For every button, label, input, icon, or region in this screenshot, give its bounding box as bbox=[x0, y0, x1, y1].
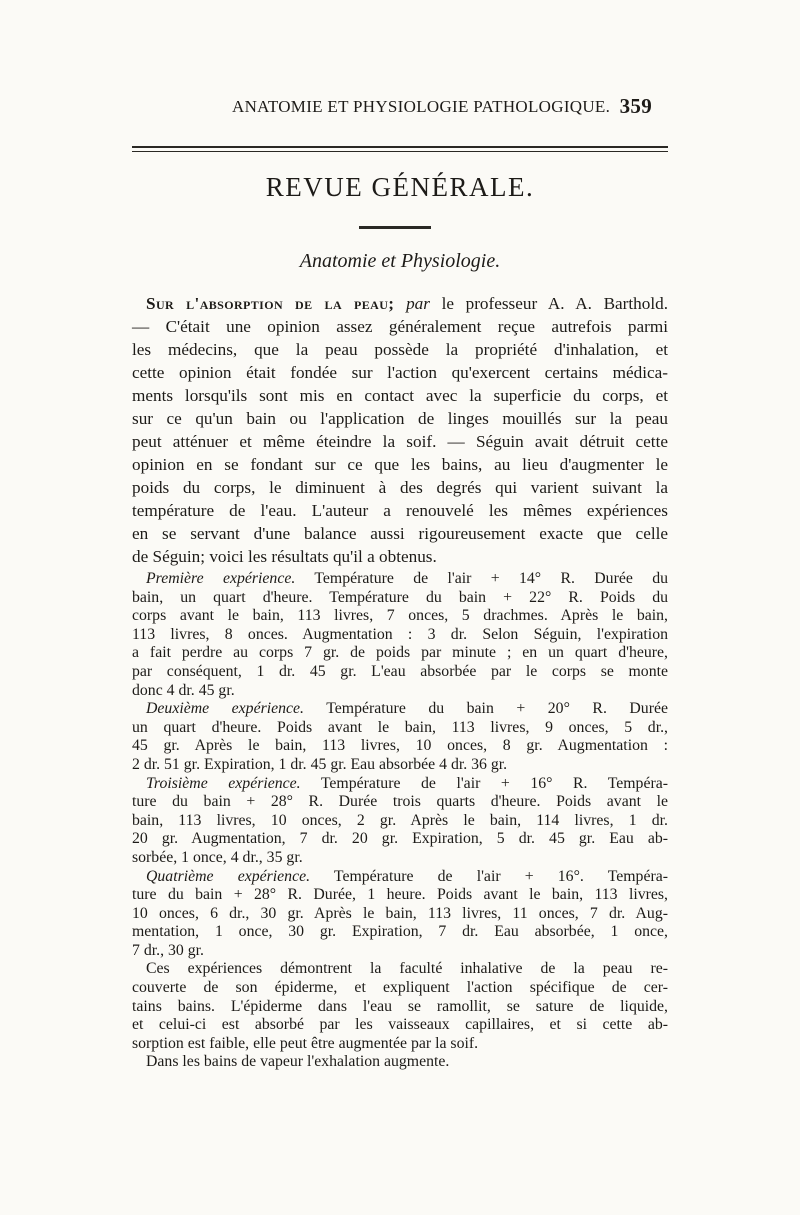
title-divider bbox=[359, 226, 431, 229]
experiment-4-line: Quatrième expérience. Température de l'air + 16°. Tempéra- bbox=[146, 867, 668, 885]
article-heading-smallcaps: Sur l'absorption de la peau; bbox=[146, 294, 395, 313]
experiment-1-line: par conséquent, 1 dr. 45 gr. L'eau absorbée par le corps se monte bbox=[132, 662, 668, 680]
experiment-4-line: ture du bain + 28° R. Durée, 1 heure. Poids avant le bain, 113 livres, bbox=[132, 886, 668, 904]
experiment-1-line: bain, un quart d'heure. Température du bain + 22° R. Poids du bbox=[132, 588, 668, 606]
experiment-1-line: Première expérience. Température de l'air + 14° R. Durée du bbox=[146, 570, 668, 587]
header-rule-thin bbox=[132, 151, 668, 152]
article-heading-par: par bbox=[406, 294, 430, 313]
article-heading-author: le professeur A. A. Barthold. bbox=[441, 294, 669, 313]
article-intro bbox=[132, 292, 668, 568]
running-head-title: ANATOMIE ET PHYSIOLOGIE PATHOLOGIQUE. bbox=[232, 97, 611, 116]
article-heading bbox=[132, 292, 668, 315]
conclusion-line: Dans les bains de vapeur l'exhalation augmente. bbox=[146, 1053, 450, 1071]
conclusion-line: couverte de son épiderme, et expliquent l'action spécifique de cer- bbox=[132, 979, 668, 997]
text-line: en se servant d'une balance aussi rigoureusement exacte que celle bbox=[132, 524, 668, 543]
experiment-4-line: 10 onces, 6 dr., 30 gr. Après le bain, 113 livres, 11 onces, 7 dr. Aug- bbox=[132, 904, 668, 922]
experiment-3-line: sorbée, 1 once, 4 dr., 35 gr. bbox=[132, 848, 303, 866]
experiments bbox=[132, 570, 668, 1072]
experiment-2-line: 45 gr. Après le bain, 113 livres, 10 onces, 8 gr. Augmentation : bbox=[132, 737, 668, 755]
header-rule bbox=[132, 146, 668, 148]
conclusion-line: Ces expériences démontrent la faculté inhalative de la peau re- bbox=[146, 960, 668, 978]
experiment-1-line: 113 livres, 8 onces. Augmentation : 3 dr. Selon Séguin, l'expiration bbox=[132, 625, 668, 643]
experiment-label: Première expérience. bbox=[146, 570, 296, 587]
experiment-label: Deuxième expérience. bbox=[146, 700, 305, 718]
text-line: poids du corps, le diminuent à des degrés qui varient suivant la bbox=[132, 478, 668, 497]
experiment-2-line: 2 dr. 51 gr. Expiration, 1 dr. 45 gr. Eau absorbée 4 dr. 36 gr. bbox=[132, 755, 508, 773]
subsection-title: Anatomie et Physiologie. bbox=[299, 250, 501, 272]
experiment-3-line: 20 gr. Augmentation, 7 dr. 20 gr. Expiration, 5 dr. 45 gr. Eau ab- bbox=[132, 830, 668, 848]
conclusion-line: tains bains. L'épiderme dans l'eau se ramollit, se sature de liquide, bbox=[132, 997, 668, 1015]
experiment-label: Troisième expérience. bbox=[146, 774, 301, 792]
text-line: — C'était une opinion assez généralement reçue autrefois parmi bbox=[132, 317, 668, 336]
text-line: peut atténuer et même éteindre la soif. — Séguin avait détruit cette bbox=[132, 432, 668, 451]
experiment-3-line: bain, 113 livres, 10 onces, 2 gr. Après le bain, 114 livres, 1 dr. bbox=[132, 811, 668, 829]
text-line: sur ce qu'un bain ou l'application de linges mouillés sur la peau bbox=[132, 409, 668, 428]
conclusion-line: sorption est faible, elle peut être augmentée par la soif. bbox=[132, 1034, 479, 1052]
experiment-3-line: ture du bain + 28° R. Durée trois quarts d'heure. Poids avant le bbox=[132, 793, 668, 811]
text-line: les médecins, que la peau possède la propriété d'inhalation, et bbox=[132, 340, 668, 359]
section-title: REVUE GÉNÉRALE. bbox=[265, 172, 535, 202]
experiment-4-line: mentation, 1 once, 30 gr. Expiration, 7 dr. Eau absorbée, 1 once, bbox=[132, 923, 668, 941]
text-line: cette opinion était fondée sur l'action qu'exercent certains médica- bbox=[132, 363, 668, 382]
text-line: ments lorsqu'ils sont mis en contact avec la superficie du corps, et bbox=[132, 386, 668, 405]
experiment-1-line: corps avant le bain, 113 livres, 7 onces, 5 drachmes. Après le bain, bbox=[132, 607, 668, 625]
page-number: 359 bbox=[619, 94, 652, 118]
text-line: de Séguin; voici les résultats qu'il a obtenus. bbox=[132, 547, 437, 566]
conclusion-line: et celui-ci est absorbé par les vaisseaux capillaires, et si cette ab- bbox=[132, 1016, 668, 1034]
experiment-2-line: Deuxième expérience. Température du bain + 20° R. Durée bbox=[146, 700, 668, 718]
text-line: température de l'eau. L'auteur a renouvelé les mêmes expériences bbox=[132, 501, 668, 520]
experiment-2-line: un quart d'heure. Poids avant le bain, 113 livres, 9 onces, 5 dr., bbox=[132, 718, 668, 736]
experiment-3-line: Troisième expérience. Température de l'air + 16° R. Tempéra- bbox=[146, 774, 669, 792]
experiment-1-line: donc 4 dr. 45 gr. bbox=[132, 681, 235, 699]
experiment-4-line: 7 dr., 30 gr. bbox=[132, 941, 204, 959]
experiment-label: Quatrième expérience. bbox=[146, 867, 311, 885]
experiment-1-line: a fait perdre au corps 7 gr. de poids par minute ; en un quart d'heure, bbox=[132, 644, 668, 662]
text-line: opinion en se fondant sur ce que les bains, au lieu d'augmenter le bbox=[132, 455, 668, 474]
